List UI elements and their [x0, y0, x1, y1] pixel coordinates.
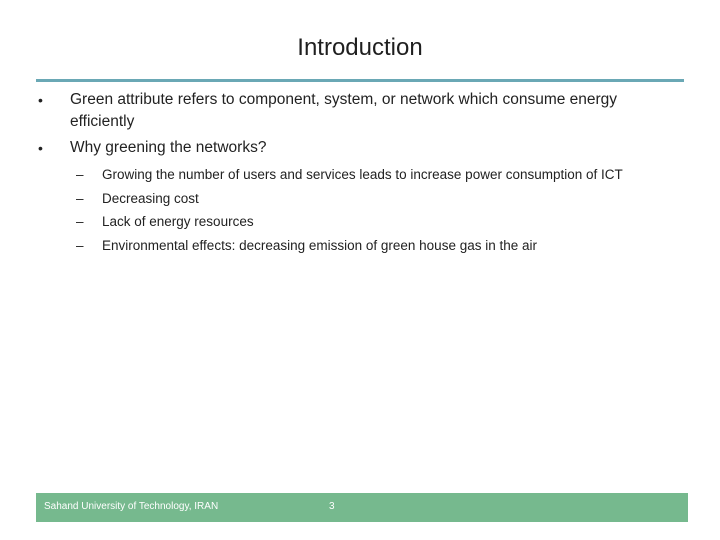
- bullet-marker: •: [38, 140, 43, 156]
- sub-bullet-text: Growing the number of users and services leads to increase power consumption of ICT: [102, 167, 623, 182]
- sub-bullet-text: Decreasing cost: [102, 190, 199, 206]
- bullet-item: [36, 89, 676, 133]
- bullet-marker: •: [38, 92, 43, 108]
- bullet-list: [36, 89, 676, 257]
- dash-marker: –: [76, 190, 84, 206]
- page-number: 3: [329, 501, 335, 512]
- sub-bullet-item: [36, 163, 676, 187]
- sub-bullet-list: [36, 163, 676, 257]
- dash-marker: –: [76, 214, 84, 229]
- bullet-text: Green attribute refers to component, system, or network which consume energy efficiently: [70, 91, 618, 130]
- sub-bullet-item: [36, 234, 676, 258]
- sub-bullet-item: [36, 187, 676, 211]
- bullet-text: Why greening the networks?: [70, 139, 267, 156]
- bullet-item: [36, 137, 676, 159]
- footer-bar: [36, 493, 688, 522]
- title-divider: [36, 79, 684, 82]
- footer-institution: Sahand University of Technology, IRAN: [44, 501, 219, 512]
- dash-marker: –: [76, 237, 84, 253]
- sub-bullet-text: Lack of energy resources: [102, 214, 254, 229]
- sub-bullet-text: Environmental effects: decreasing emission of green house gas in the air: [102, 237, 537, 253]
- sub-bullet-item: [36, 210, 676, 234]
- slide-title: Introduction: [297, 34, 423, 61]
- dash-marker: –: [76, 167, 84, 182]
